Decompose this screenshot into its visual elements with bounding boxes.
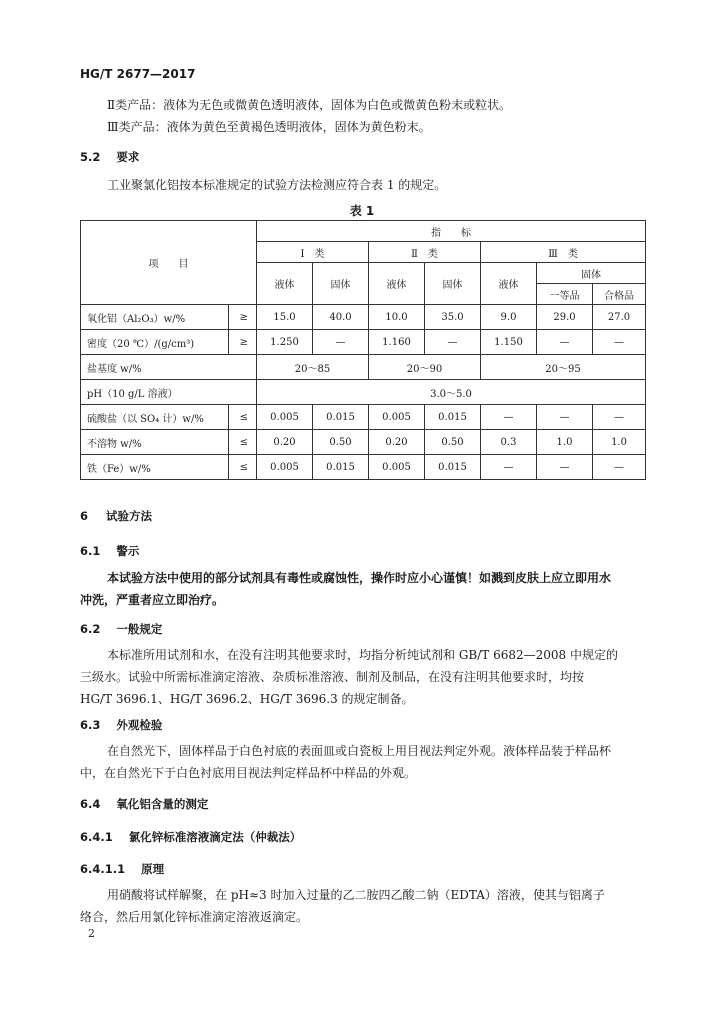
cell-value: 0.3 bbox=[481, 430, 537, 455]
cell-value: — bbox=[593, 405, 646, 430]
section-number: 6.2 bbox=[80, 622, 101, 636]
row-item: pH（10 g/L 溶液） bbox=[81, 380, 257, 405]
general-rules-line1: 本标准所用试剂和水，在没有注明其他要求时，均指分析纯试剂和 GB/T 6682—2008 中规定的 bbox=[107, 648, 618, 662]
page-number: 2 bbox=[88, 927, 95, 940]
class1-header: Ⅰ 类 bbox=[257, 242, 369, 263]
row-item: 密度（20 ℃）/(g/cm³) bbox=[81, 330, 229, 355]
cell-value: 0.005 bbox=[257, 405, 313, 430]
cell-value: 0.015 bbox=[425, 455, 481, 480]
warning-text-line2: 冲洗，严重者应立即治疗。 bbox=[80, 593, 225, 607]
solid-header: 固体 bbox=[537, 263, 646, 284]
cell-value: 0.50 bbox=[425, 430, 481, 455]
cell-value: — bbox=[537, 405, 593, 430]
row-comparator: ≤ bbox=[229, 405, 257, 430]
cell-value: 0.20 bbox=[257, 430, 313, 455]
cell-value: 0.005 bbox=[257, 455, 313, 480]
document-header: HG/T 2677—2017 bbox=[80, 67, 196, 81]
section-6-heading bbox=[80, 508, 152, 524]
cell-value: — bbox=[481, 405, 537, 430]
table-caption: 表 1 bbox=[349, 204, 375, 218]
cell-value: 1.250 bbox=[257, 330, 313, 355]
section-6-2-heading bbox=[80, 621, 162, 637]
section-title: 原理 bbox=[141, 862, 165, 876]
cell-value: 1.0 bbox=[537, 430, 593, 455]
cell-value: 0.50 bbox=[313, 430, 369, 455]
table-row bbox=[81, 355, 646, 380]
cell-value: 15.0 bbox=[257, 305, 313, 330]
section-5-2-heading bbox=[80, 149, 139, 165]
section-6-4-heading bbox=[80, 796, 208, 812]
section-title: 一般规定 bbox=[116, 622, 163, 636]
liquid-header: 液体 bbox=[257, 263, 313, 305]
solid-header: 固体 bbox=[313, 263, 369, 305]
cell-value: 0.015 bbox=[313, 455, 369, 480]
cell-value: 9.0 bbox=[481, 305, 537, 330]
principle-line1: 用硝酸将试样解聚，在 pH≈3 时加入过量的乙二胺四乙酸二钠（EDTA）溶液，使其与铝离子 bbox=[107, 888, 605, 902]
general-rules-line2: 三级水。试验中所需标准滴定溶液、杂质标准溶液、制剂及制品，在没有注明其他要求时，均按 bbox=[80, 670, 585, 684]
cell-value: 0.20 bbox=[369, 430, 425, 455]
requirements-table bbox=[80, 220, 646, 480]
section-title: 氧化铝含量的测定 bbox=[116, 797, 209, 811]
row-item: 铁（Fe）w/% bbox=[81, 455, 229, 480]
row-comparator: ≤ bbox=[229, 430, 257, 455]
grade-pass-header: 合格品 bbox=[593, 284, 646, 305]
table-row bbox=[81, 430, 646, 455]
solid-header: 固体 bbox=[425, 263, 481, 305]
section-number: 6 bbox=[80, 509, 89, 523]
cell-value: 29.0 bbox=[537, 305, 593, 330]
cell-value: 27.0 bbox=[593, 305, 646, 330]
section-title: 氯化锌标准溶液滴定法（仲裁法） bbox=[128, 830, 302, 844]
cell-value: 20～95 bbox=[481, 355, 646, 380]
cell-value: 10.0 bbox=[369, 305, 425, 330]
row-item: 硫酸盐（以 SO₄ 计）w/% bbox=[81, 405, 229, 430]
warning-text-line1: 本试验方法中使用的部分试剂具有毒性或腐蚀性，操作时应小心谨慎！如溅到皮肤上应立即用水 bbox=[107, 571, 612, 585]
section-title: 外观检验 bbox=[116, 718, 163, 732]
cell-value: 0.015 bbox=[313, 405, 369, 430]
cell-value: 0.005 bbox=[369, 405, 425, 430]
section-6-4-1-1-heading bbox=[80, 861, 164, 877]
principle-line2: 络合，然后用氯化锌标准滴定溶液返滴定。 bbox=[80, 910, 309, 924]
class2-description: Ⅱ类产品：液体为无色或微黄色透明液体，固体为白色或微黄色粉末或粒状。 bbox=[107, 98, 512, 112]
section-6-1-heading bbox=[80, 543, 139, 559]
section-number: 6.1 bbox=[80, 544, 101, 558]
grade1-header: 一等品 bbox=[537, 284, 593, 305]
cell-value: 1.0 bbox=[593, 430, 646, 455]
class2-header: Ⅱ 类 bbox=[369, 242, 481, 263]
liquid-header: 液体 bbox=[481, 263, 537, 305]
table-row bbox=[81, 455, 646, 480]
general-rules-line3: HG/T 3696.1、HG/T 3696.2、HG/T 3696.3 的规定制备。 bbox=[80, 692, 414, 706]
section-number: 5.2 bbox=[80, 150, 101, 164]
section-number: 6.4.1 bbox=[80, 830, 113, 844]
cell-value: 1.160 bbox=[369, 330, 425, 355]
liquid-header: 液体 bbox=[369, 263, 425, 305]
row-comparator: ≤ bbox=[229, 455, 257, 480]
appearance-line2: 中，在自然光下于白色衬底用目视法判定样品杯中样品的外观。 bbox=[80, 766, 417, 780]
section-title: 要求 bbox=[116, 150, 140, 164]
cell-value: — bbox=[593, 455, 646, 480]
table-row bbox=[81, 330, 646, 355]
cell-value: 35.0 bbox=[425, 305, 481, 330]
section-number: 6.4.1.1 bbox=[80, 862, 126, 876]
item-header: 项 目 bbox=[81, 221, 257, 305]
cell-value: 1.150 bbox=[481, 330, 537, 355]
row-item: 不溶物 w/% bbox=[81, 430, 229, 455]
cell-value: 40.0 bbox=[313, 305, 369, 330]
row-comparator: ≥ bbox=[229, 305, 257, 330]
section-title: 试验方法 bbox=[106, 509, 153, 523]
cell-value: 0.015 bbox=[425, 405, 481, 430]
cell-value: — bbox=[537, 330, 593, 355]
cell-value: 20～90 bbox=[369, 355, 481, 380]
row-comparator: ≥ bbox=[229, 330, 257, 355]
index-header: 指 标 bbox=[257, 221, 646, 242]
section-6-3-heading bbox=[80, 717, 162, 733]
table-row bbox=[81, 305, 646, 330]
section-6-4-1-heading bbox=[80, 829, 301, 845]
cell-value: 3.0～5.0 bbox=[257, 380, 646, 405]
cell-value: — bbox=[593, 330, 646, 355]
row-item: 盐基度 w/% bbox=[81, 355, 257, 380]
cell-value: — bbox=[425, 330, 481, 355]
table-row bbox=[81, 405, 646, 430]
row-item: 氧化铝（Al₂O₃）w/% bbox=[81, 305, 229, 330]
class3-header: Ⅲ 类 bbox=[481, 242, 646, 263]
cell-value: — bbox=[313, 330, 369, 355]
class3-description: Ⅲ类产品：液体为黄色至黄褐色透明液体，固体为黄色粉末。 bbox=[107, 120, 431, 134]
section-number: 6.4 bbox=[80, 797, 101, 811]
cell-value: 20～85 bbox=[257, 355, 369, 380]
table-row bbox=[81, 380, 646, 405]
appearance-line1: 在自然光下，固体样品于白色衬底的表面皿或白瓷板上用目视法判定外观。液体样品装于样品杯 bbox=[107, 744, 612, 758]
section-5-2-text: 工业聚氯化铝按本标准规定的试验方法检测应符合表 1 的规定。 bbox=[107, 178, 447, 192]
section-title: 警示 bbox=[116, 544, 140, 558]
cell-value: — bbox=[537, 455, 593, 480]
cell-value: — bbox=[481, 455, 537, 480]
section-number: 6.3 bbox=[80, 718, 101, 732]
cell-value: 0.005 bbox=[369, 455, 425, 480]
